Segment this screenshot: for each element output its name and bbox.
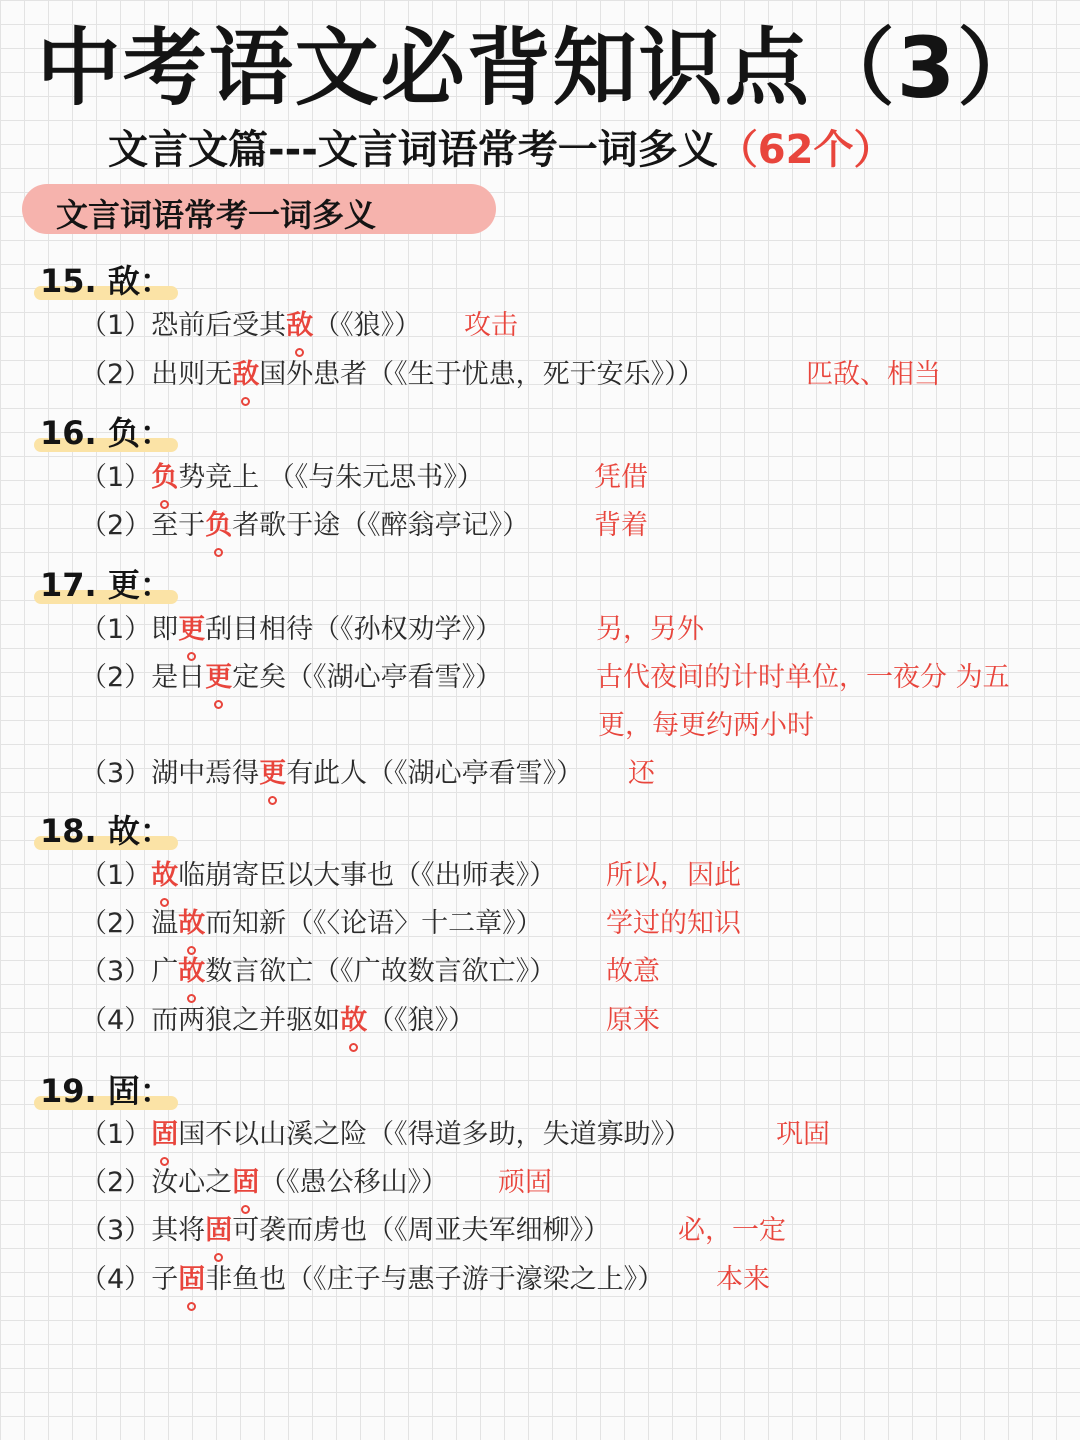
keyword-highlight: 固 (151, 1117, 178, 1152)
list-item: （1）即更 刮目相待（《孙权劝学》） (80, 612, 502, 647)
section-heading-15: 15. 敌： (40, 256, 172, 302)
meaning-text: 凭借 (594, 462, 648, 493)
meaning-text: 攻击 (464, 310, 518, 341)
keyword-highlight: 固 (178, 1262, 205, 1297)
meaning-text: 背着 (594, 510, 648, 541)
section-heading-18: 18. 故： (40, 806, 172, 852)
keyword-highlight: 敌 (232, 357, 259, 392)
list-item: （2）至于负 者歌于途（《醉翁亭记》） (80, 508, 529, 543)
list-item: （2）汝心之固 （《愚公移山》） (80, 1165, 448, 1200)
meaning-text: 另，另外 (596, 614, 704, 645)
meaning-text: 故意 (606, 956, 660, 987)
meaning-text: 古代夜间的计时单位，一夜分 为五 (596, 662, 1010, 693)
section-banner (22, 184, 496, 234)
list-item: （2）温故 而知新（《〈论语〉十二章》） (80, 906, 543, 941)
meaning-text: 还 (628, 758, 655, 789)
keyword-highlight: 敌 (286, 308, 313, 343)
list-item: （3）其将固 可袭而虏也（《周亚夫军细柳》） (80, 1213, 610, 1248)
keyword-highlight: 故 (178, 954, 205, 989)
meaning-text: 所以，因此 (606, 860, 741, 891)
keyword-highlight: 负 (151, 460, 178, 495)
meaning-text: 学过的知识 (606, 908, 741, 939)
meaning-text: 匹敌、相当 (806, 359, 941, 390)
list-item: （1）负 势竞上 （《与朱元思书》） (80, 460, 484, 495)
keyword-highlight: 更 (178, 612, 205, 647)
keyword-highlight: 负 (205, 508, 232, 543)
list-item: （1）恐前后受其敌 （《狼》） (80, 308, 421, 343)
keyword-highlight: 故 (178, 906, 205, 941)
keyword-highlight: 故 (151, 858, 178, 893)
section-heading-19: 19. 固： (40, 1066, 172, 1112)
list-item: （2）是日更 定矣（《湖心亭看雪》） (80, 660, 502, 695)
subtitle-text: 文言文篇---文言词语常考一词多义 (108, 127, 718, 173)
list-item: （3）广故 数言欲亡（《广故数言欲亡》） (80, 954, 556, 989)
list-item: （1）固 国不以山溪之险（《得道多助，失道寡助》） (80, 1117, 691, 1152)
meaning-text: 顽固 (498, 1167, 552, 1198)
section-heading-17: 17. 更： (40, 560, 172, 606)
meaning-text: 巩固 (776, 1119, 830, 1150)
keyword-highlight: 更 (205, 660, 232, 695)
meaning-text: 本来 (716, 1264, 770, 1295)
list-item: （4）子固 非鱼也（《庄子与惠子游于濠梁之上》） (80, 1262, 664, 1297)
banner-label: 文言词语常考一词多义 (56, 196, 377, 234)
list-item: （3）湖中焉得更 有此人（《湖心亭看雪》） (80, 756, 583, 791)
subtitle-count: （62个） (717, 127, 894, 173)
list-item: （2）出则无敌 国外患者（《生于忧患，死于安乐》）） (80, 357, 705, 392)
page-title: 中考语文必背知识点（3） (36, 19, 1044, 117)
list-item: （4）而两狼之并驱如故 （《狼》） (80, 1003, 475, 1038)
keyword-highlight: 固 (205, 1213, 232, 1248)
keyword-highlight: 固 (232, 1165, 259, 1200)
keyword-highlight: 故 (340, 1003, 367, 1038)
page-subtitle (108, 118, 893, 175)
meaning-text: 必，一定 (678, 1215, 786, 1246)
keyword-highlight: 更 (259, 756, 286, 791)
section-heading-16: 16. 负： (40, 408, 172, 454)
meaning-text-continued: 更，每更约两小时 (598, 710, 814, 741)
list-item: （1）故 临崩寄臣以大事也（《出师表》） (80, 858, 556, 893)
meaning-text: 原来 (606, 1005, 660, 1036)
